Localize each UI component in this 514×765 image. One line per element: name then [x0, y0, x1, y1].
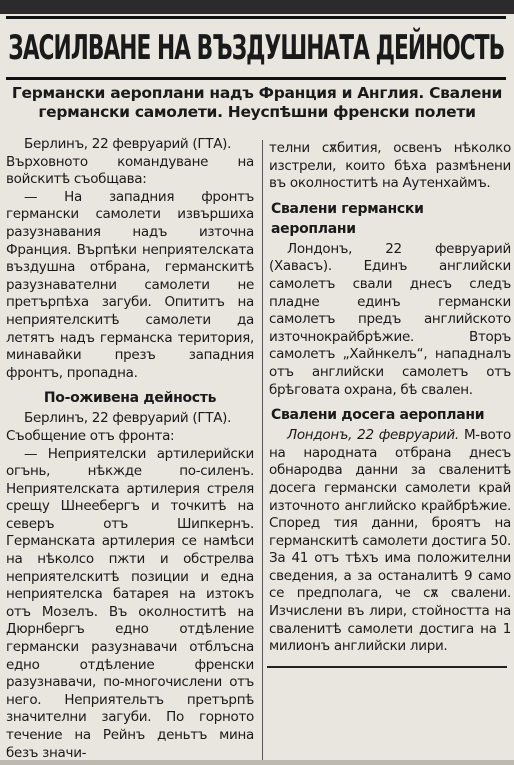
left-column — [4, 136, 256, 760]
headline — [6, 16, 506, 80]
dateline-berlin-1: Берлинъ, 22 февруарий (ГТА). — [24, 136, 232, 152]
paragraph-3-body: Единъ английски самолетъ свали днесъ следъ пладне единъ германски самолетъ предъ английското източнокрайбрѣжие. Вторъ самолетъ „Хайнкелъ“, нападналъ отъ английски самолетъ отъ брѣговата охрана, бѣ свален. — [269, 258, 511, 398]
right-column — [262, 140, 511, 765]
end-rule — [267, 666, 507, 668]
headline-text: ЗАСИЛВАНЕ НА ВЪЗДУШНАТА ДЕЙНОСТЬ — [7, 28, 504, 68]
section-title-total: Свалени досега аероплани — [271, 407, 485, 424]
paragraph-1-body: — На западния фронтъ германски самолети извършиха разузнавания надъ източна Франция. Върпѣки неприятелската въздушна отбрана, германскитѣ разузнавателни самолети не претърпѣха загуби. Опититъ на неприятелскитѣ самолети да летятъ надъ германска територия, минавайки презъ западния фронтъ, пропадна. — [6, 188, 254, 381]
section-title-active: По-оживена дейность — [43, 390, 217, 407]
paragraph-2-lead: Съобщение отъ фронта: — [6, 427, 175, 444]
dateline-berlin-2: Берлинъ, 22 февруарий (ГТА). — [24, 410, 232, 427]
top-border — [0, 0, 514, 14]
continuation-paragraph: телни сѫбития, освенъ нѣколко изстрели, които бѣха размѣнени въ околноститѣ на Аутенхаймъ. — [269, 140, 511, 192]
dateline-london-2: Лондонъ, 22 февруарий. — [287, 427, 459, 444]
section-title-shot-down: Свалени германски аероплани — [271, 200, 424, 237]
paragraph-3 — [263, 241, 511, 399]
subheadline: Германски аероплани надъ Франция и Англия. Свалени германски самолети. Неуспѣшни френски полети — [11, 84, 503, 121]
dateline-london-1: Лондонъ, 22 февруарий (Хавасъ). — [269, 240, 511, 275]
paragraph-1-lead: Върховното командуване на войскитѣ съобщава: — [6, 153, 254, 188]
paragraph-4-body: М-вото на народната отбрана днесъ обнародва данни за сваленитѣ досега германски самолети край източното английско крайбрѣжие. Според тия данни, броятъ на германскитѣ самолети достига 50. За 41 отъ тѣхъ има положителни сведения, а за останалитѣ 9 само се предполага, че сѫ свалени. Изчислени въ лири, стойността на сваленитѣ самолети достига на 1 милионъ английски лири. — [269, 427, 511, 655]
paragraph-4 — [263, 427, 511, 656]
paragraph-2-body: — Неприятелски артилерийски огънь, нѣкжде по-силенъ. Неприятелската артилерия стреля срещу Шнеебергъ и точкитѣ на северъ отъ Шипкернъ. Германската артилерия се намѣси на нѣколсо пжти и обстрелва неприятелскитѣ позиции и една неприятелска батарея на изтокъ отъ Мозелъ. Въ околноститѣ на Дюрнбергъ едно отдѣление германски разузнавачи отблъсна едно отдѣление френски разузнавачи, по-многочислени отъ него. Неприятельтъ претърпѣ значителни загуби. По горното течение на Рейнъ деньтъ мина безъ значи- — [6, 445, 254, 760]
bottom-border — [0, 760, 514, 765]
